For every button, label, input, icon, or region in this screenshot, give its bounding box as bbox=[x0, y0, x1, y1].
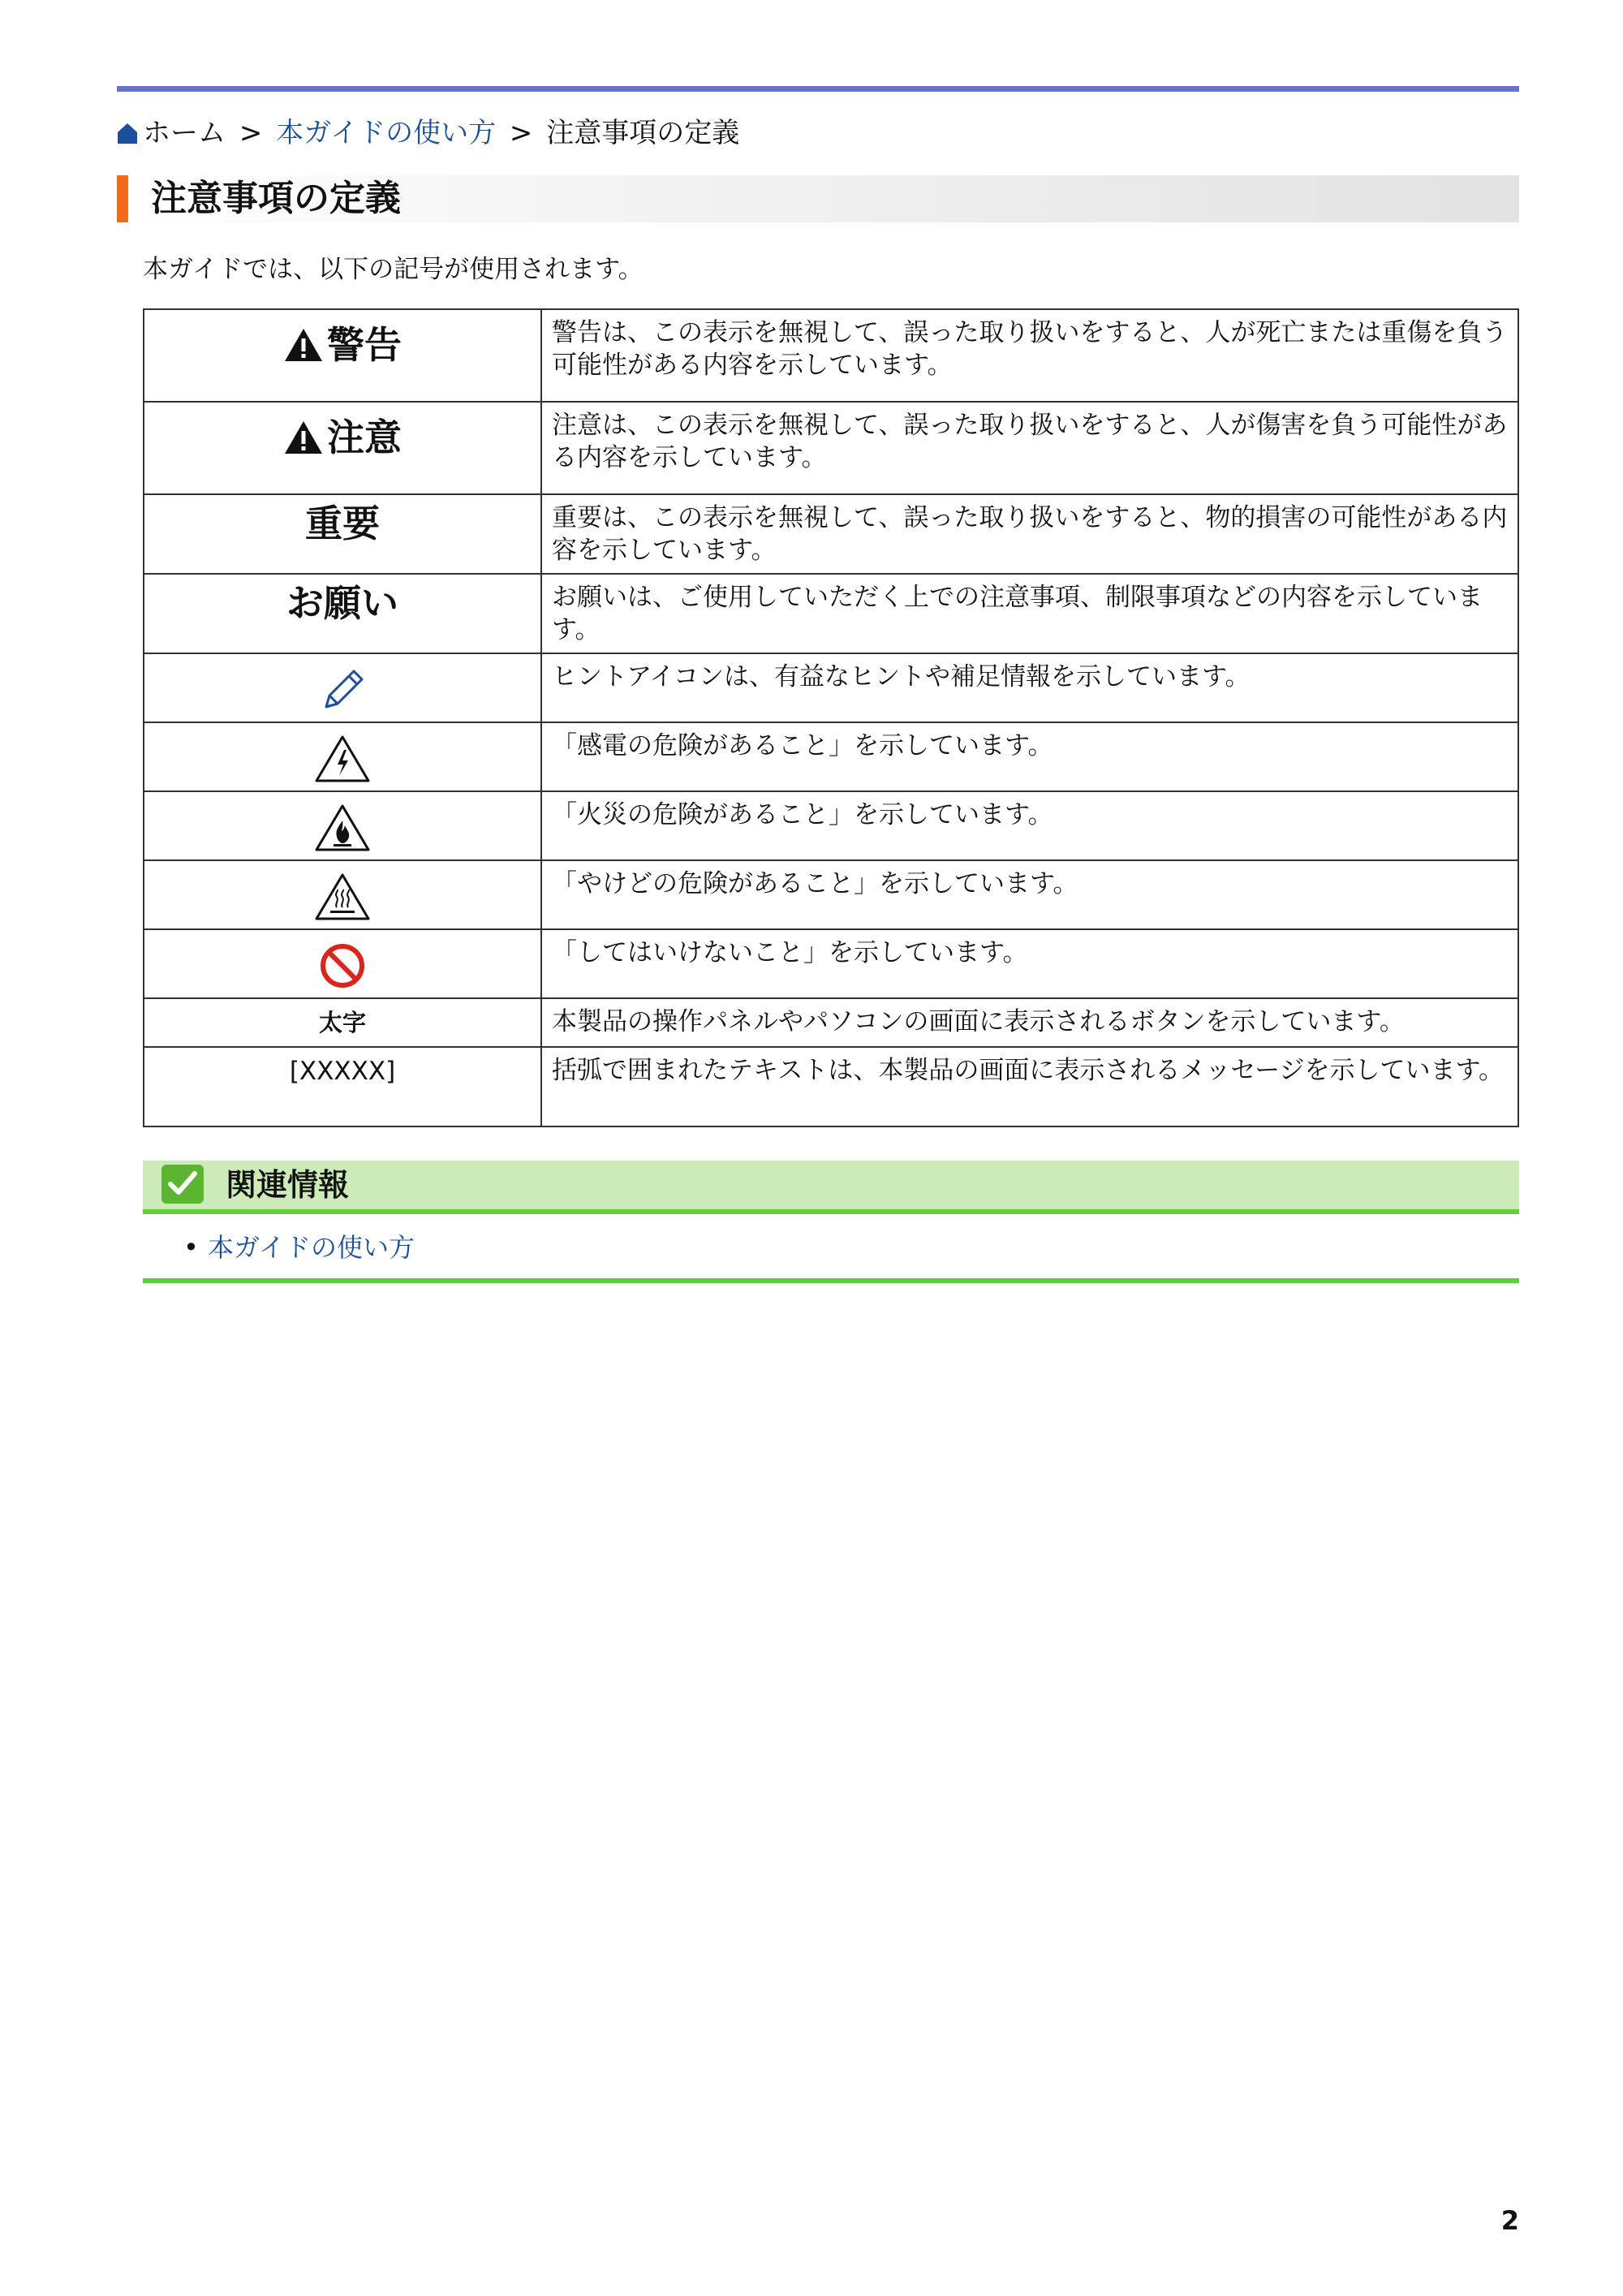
symbol-cell bbox=[144, 1047, 541, 1126]
table-row bbox=[144, 791, 1518, 860]
related-links bbox=[183, 1230, 415, 1265]
prohibition-icon bbox=[317, 941, 368, 991]
symbol-cell bbox=[144, 653, 541, 722]
table-row bbox=[144, 402, 1518, 494]
related-info-title: 関連情報 bbox=[226, 1167, 350, 1203]
page-heading-bar bbox=[117, 175, 1519, 222]
table-row bbox=[144, 998, 1518, 1047]
electric-shock-icon bbox=[314, 734, 371, 784]
symbol-label: [XXXXX] bbox=[289, 1057, 396, 1086]
list-item bbox=[183, 1230, 415, 1265]
symbol-label: 重要 bbox=[305, 502, 380, 545]
description-cell: 括弧で囲まれたテキストは、本製品の画面に表示されるメッセージを示しています。 bbox=[541, 1047, 1518, 1126]
hot-surface-icon bbox=[314, 872, 371, 922]
symbol-label: 太字 bbox=[318, 1009, 366, 1036]
description-cell: 重要は、この表示を無視して、誤った取り扱いをすると、物的損害の可能性がある内容を示しています。 bbox=[541, 494, 1518, 574]
breadcrumb-link-guide[interactable]: 本ガイドの使い方 bbox=[276, 117, 497, 149]
description-cell: 「してはいけないこと」を示しています。 bbox=[541, 929, 1518, 998]
description-cell: 「火災の危険があること」を示しています。 bbox=[541, 791, 1518, 860]
related-info-header bbox=[143, 1161, 1519, 1209]
description-cell: ヒントアイコンは、有益なヒントや補足情報を示しています。 bbox=[541, 653, 1518, 722]
intro-text: 本ガイドでは、以下の記号が使用されます。 bbox=[143, 255, 644, 284]
symbol-cell bbox=[144, 722, 541, 791]
table-row bbox=[144, 309, 1518, 402]
breadcrumb-separator: > bbox=[239, 117, 263, 149]
table-row bbox=[144, 860, 1518, 929]
symbol-cell bbox=[144, 929, 541, 998]
heading-accent bbox=[117, 175, 128, 222]
symbol-label: 注意 bbox=[327, 416, 402, 459]
pencil-icon bbox=[316, 665, 368, 717]
symbol-label: お願い bbox=[286, 581, 398, 625]
symbol-table bbox=[143, 308, 1519, 1127]
fire-hazard-icon bbox=[314, 803, 371, 853]
table-row bbox=[144, 722, 1518, 791]
description-cell: 警告は、この表示を無視して、誤った取り扱いをすると、人が死亡または重傷を負う可能性がある内容を示しています。 bbox=[541, 309, 1518, 402]
warning-triangle-icon bbox=[283, 327, 324, 363]
page-number: 2 bbox=[1500, 2205, 1519, 2236]
related-link-guide[interactable]: 本ガイドの使い方 bbox=[208, 1232, 415, 1263]
bullet: • bbox=[183, 1232, 199, 1263]
description-cell: 「やけどの危険があること」を示しています。 bbox=[541, 860, 1518, 929]
symbol-cell bbox=[144, 860, 541, 929]
section-bottom-rule bbox=[143, 1278, 1519, 1283]
home-icon[interactable] bbox=[117, 122, 138, 144]
symbol-cell bbox=[144, 998, 541, 1047]
table-row bbox=[144, 494, 1518, 574]
symbol-label: 警告 bbox=[327, 323, 402, 367]
related-info-rule bbox=[143, 1209, 1519, 1214]
symbol-cell bbox=[144, 494, 541, 574]
table-row bbox=[144, 653, 1518, 722]
description-cell: 注意は、この表示を無視して、誤った取り扱いをすると、人が傷害を負う可能性がある内容を示しています。 bbox=[541, 402, 1518, 494]
warning-triangle-icon bbox=[283, 420, 324, 455]
breadcrumb bbox=[117, 114, 739, 153]
symbol-cell bbox=[144, 309, 541, 402]
description-cell: お願いは、ご使用していただく上での注意事項、制限事項などの内容を示しています。 bbox=[541, 574, 1518, 653]
description-cell: 「感電の危険があること」を示しています。 bbox=[541, 722, 1518, 791]
breadcrumb-current: 注意事項の定義 bbox=[546, 117, 740, 149]
symbol-cell bbox=[144, 574, 541, 653]
table-row bbox=[144, 929, 1518, 998]
checkmark-icon bbox=[161, 1164, 204, 1204]
table-row bbox=[144, 574, 1518, 653]
table-row bbox=[144, 1047, 1518, 1126]
symbol-cell bbox=[144, 791, 541, 860]
symbol-cell bbox=[144, 402, 541, 494]
top-rule bbox=[117, 86, 1519, 92]
description-cell: 本製品の操作パネルやパソコンの画面に表示されるボタンを示しています。 bbox=[541, 998, 1518, 1047]
breadcrumb-home[interactable]: ホーム bbox=[143, 117, 226, 149]
page-title: 注意事項の定義 bbox=[151, 178, 401, 219]
breadcrumb-separator: > bbox=[509, 117, 533, 149]
